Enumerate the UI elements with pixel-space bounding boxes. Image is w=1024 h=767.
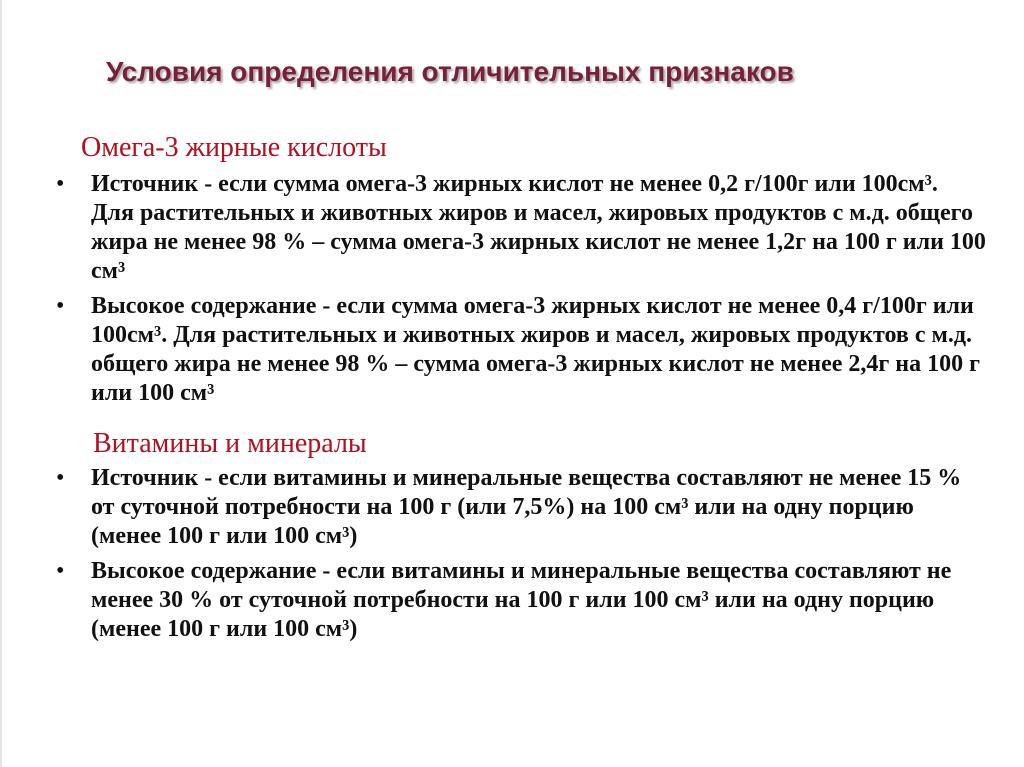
item-text: Источник - если витамины и минеральные вещества составляют не менее 15 % от суточной потребности на 100 г (или 7,5%) на 100 см³ или на одну порцию (менее 100 г или 100 см³) [91,465,962,549]
omega3-list [56,170,986,408]
left-edge-divider [0,0,2,767]
list-item-vitamins-source [56,464,986,551]
list-item-vitamins-high [56,557,986,644]
list-item-omega3-high [56,292,986,408]
item-text: Высокое содержание - если сумма омега-3 жирных кислот не менее 0,4 г/100г или 100см³. Для растительных и животных жиров и масел, жировых продуктов с м.д. общего жира не менее 98 % – сумма омега-3 жирных кислот не менее 2,4г на 100 г или 100 см³ [91,293,981,406]
bullet-icon: • [56,465,65,491]
section-heading-vitamins: Витамины и минералы [93,428,367,459]
bullet-icon: • [56,293,65,319]
item-text: Источник - если сумма омега-3 жирных кислот не менее 0,2 г/100г или 100см³. Для растительных и животных жиров и масел, жировых продуктов с м.д. общего жира не менее 98 % – сумма омега-3 жирных кислот не менее 1,2г на 100 г или 100 см³ [91,171,986,284]
list-item-omega3-source [56,170,986,286]
slide-title: Условия определения отличительных признаков [106,56,794,87]
item-text: Высокое содержание - если витамины и минеральные вещества составляют не менее 30 % от суточной потребности на 100 г или 100 см³ или на одну порцию (менее 100 г или 100 см³) [91,558,952,642]
vitamins-list [56,464,986,644]
bullet-icon: • [56,171,65,197]
bullet-icon: • [56,558,65,584]
slide-content [56,132,986,650]
section-heading-omega3: Омега-3 жирные кислоты [81,132,387,163]
